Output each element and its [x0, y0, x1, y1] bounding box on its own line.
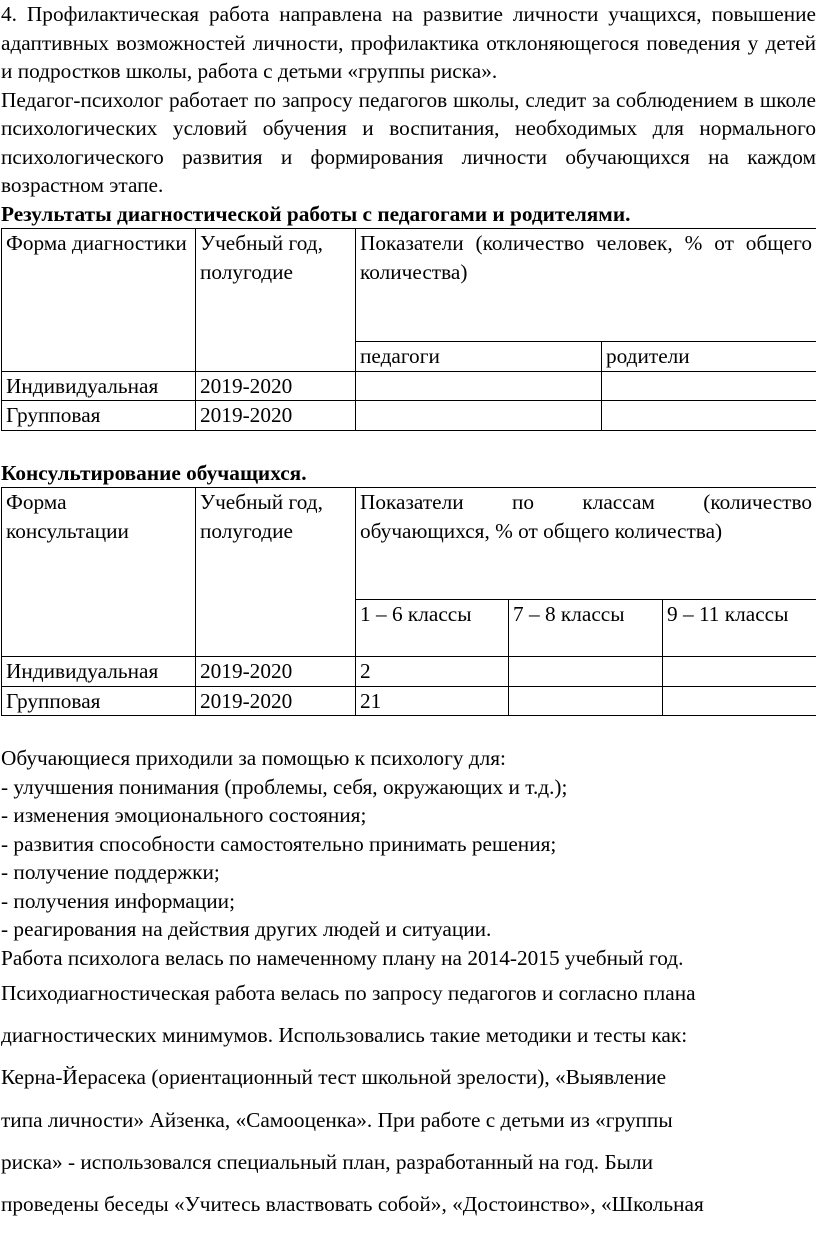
plan-line: Работа психолога велась по намеченному плану на 2014-2015 учебный год.: [1, 945, 684, 970]
text-line: Психодиагностическая работа велась по запросу педагогов и согласно плана: [1, 981, 696, 1005]
cons-sub-7-8: 7 – 8 классы: [509, 600, 663, 657]
diag-col-year: Учебный год, полугодие: [196, 229, 356, 372]
list-item: - реагирования на действия других людей и ситуации.: [1, 917, 492, 941]
cons-row-form: Индивидуальная: [2, 657, 196, 687]
cons-row-7-8: [509, 657, 663, 687]
diag-row-year: 2019-2020: [196, 371, 356, 401]
text-line: диагностических минимумов. Использовались такие методики и тесты как:: [1, 1023, 688, 1048]
diag-row-form: Индивидуальная: [2, 371, 196, 401]
text-line: риска» - использовался специальный план, разработанный на год. Были: [1, 1149, 654, 1174]
consulting-table: [1, 487, 816, 716]
list-item: - развития способности самостоятельно принимать решения;: [1, 831, 557, 856]
diag-row-form: Групповая: [2, 401, 196, 431]
cons-row-9-11: [663, 686, 816, 716]
table-row: [2, 401, 816, 431]
text-line: типа личности» Айзенка, «Самооценка». При работе с детьми из «группы: [1, 1107, 673, 1132]
diag-row-teachers: [356, 401, 602, 431]
cons-sub-9-11: 9 – 11 классы: [663, 600, 816, 657]
diag-row-teachers: [356, 371, 602, 401]
list-item: - улучшения понимания (проблемы, себя, окружающих и т.д.);: [1, 774, 568, 799]
cons-row-form: Групповая: [2, 686, 196, 716]
paragraph-psychologist: Педагог-психолог работает по запросу педагогов школы, следит за соблюдением в школе психологических условий обучения и воспитания, необходимых для нормального психологического развития и формирования личности обучающихся на каждом возрастном этапе.: [1, 87, 816, 197]
diagnostics-table: [1, 228, 816, 431]
diag-col-indicators: Показатели (количество человек, % от общего количества): [356, 229, 816, 342]
text-line: проведены беседы «Учитесь властвовать собой», «Достоинство», «Школьная: [1, 1192, 704, 1217]
diag-row-parents: [602, 401, 816, 431]
consulting-heading: Консультирование обучащихся.: [1, 460, 307, 485]
spacer: [0, 431, 816, 459]
spacer: [0, 716, 816, 744]
cons-row-7-8: [509, 686, 663, 716]
reasons-lead: Обучающиеся приходили за помощью к психологу для:: [1, 746, 506, 770]
cons-row-9-11: [663, 657, 816, 687]
diag-sub-parents: родители: [602, 342, 816, 372]
diagnostics-heading: Результаты диагностической работы с педагогами и родителями.: [1, 201, 631, 226]
table-row: [2, 371, 816, 401]
cons-row-year: 2019-2020: [196, 686, 356, 716]
cons-row-1-6: 21: [356, 686, 509, 716]
cons-row-year: 2019-2020: [196, 657, 356, 687]
cons-sub-1-6: 1 – 6 классы: [356, 600, 509, 657]
cons-col-form: Форма консультации: [2, 488, 196, 657]
diag-row-year: 2019-2020: [196, 401, 356, 431]
list-item: - изменения эмоционального состояния;: [1, 803, 367, 827]
table-row: [2, 686, 816, 716]
cons-col-indicators: Показатели по классам (количество обучающихся, % от общего количества): [356, 488, 816, 600]
list-item: - получения информации;: [1, 888, 235, 913]
table-row: [2, 657, 816, 687]
list-item: - получение поддержки;: [1, 860, 220, 884]
diag-col-form: Форма диагностики: [2, 229, 196, 372]
reasons-list: [0, 744, 816, 972]
diag-row-parents: [602, 371, 816, 401]
text-line: Керна-Йерасека (ориентационный тест школьной зрелости), «Выявление: [1, 1065, 667, 1090]
cons-col-year: Учебный год, полугодие: [196, 488, 356, 657]
cons-row-1-6: 2: [356, 657, 509, 687]
psychodiagnostics-paragraph: [0, 972, 816, 1225]
paragraph-item-4: 4. Профилактическая работа направлена на развитие личности учащихся, повышение адаптивных возможностей личности, профилактика отклоняющегося поведения у детей и подростков школы, работа с детьми «группы риска».: [1, 2, 816, 83]
diag-sub-teachers: педагоги: [356, 342, 602, 372]
